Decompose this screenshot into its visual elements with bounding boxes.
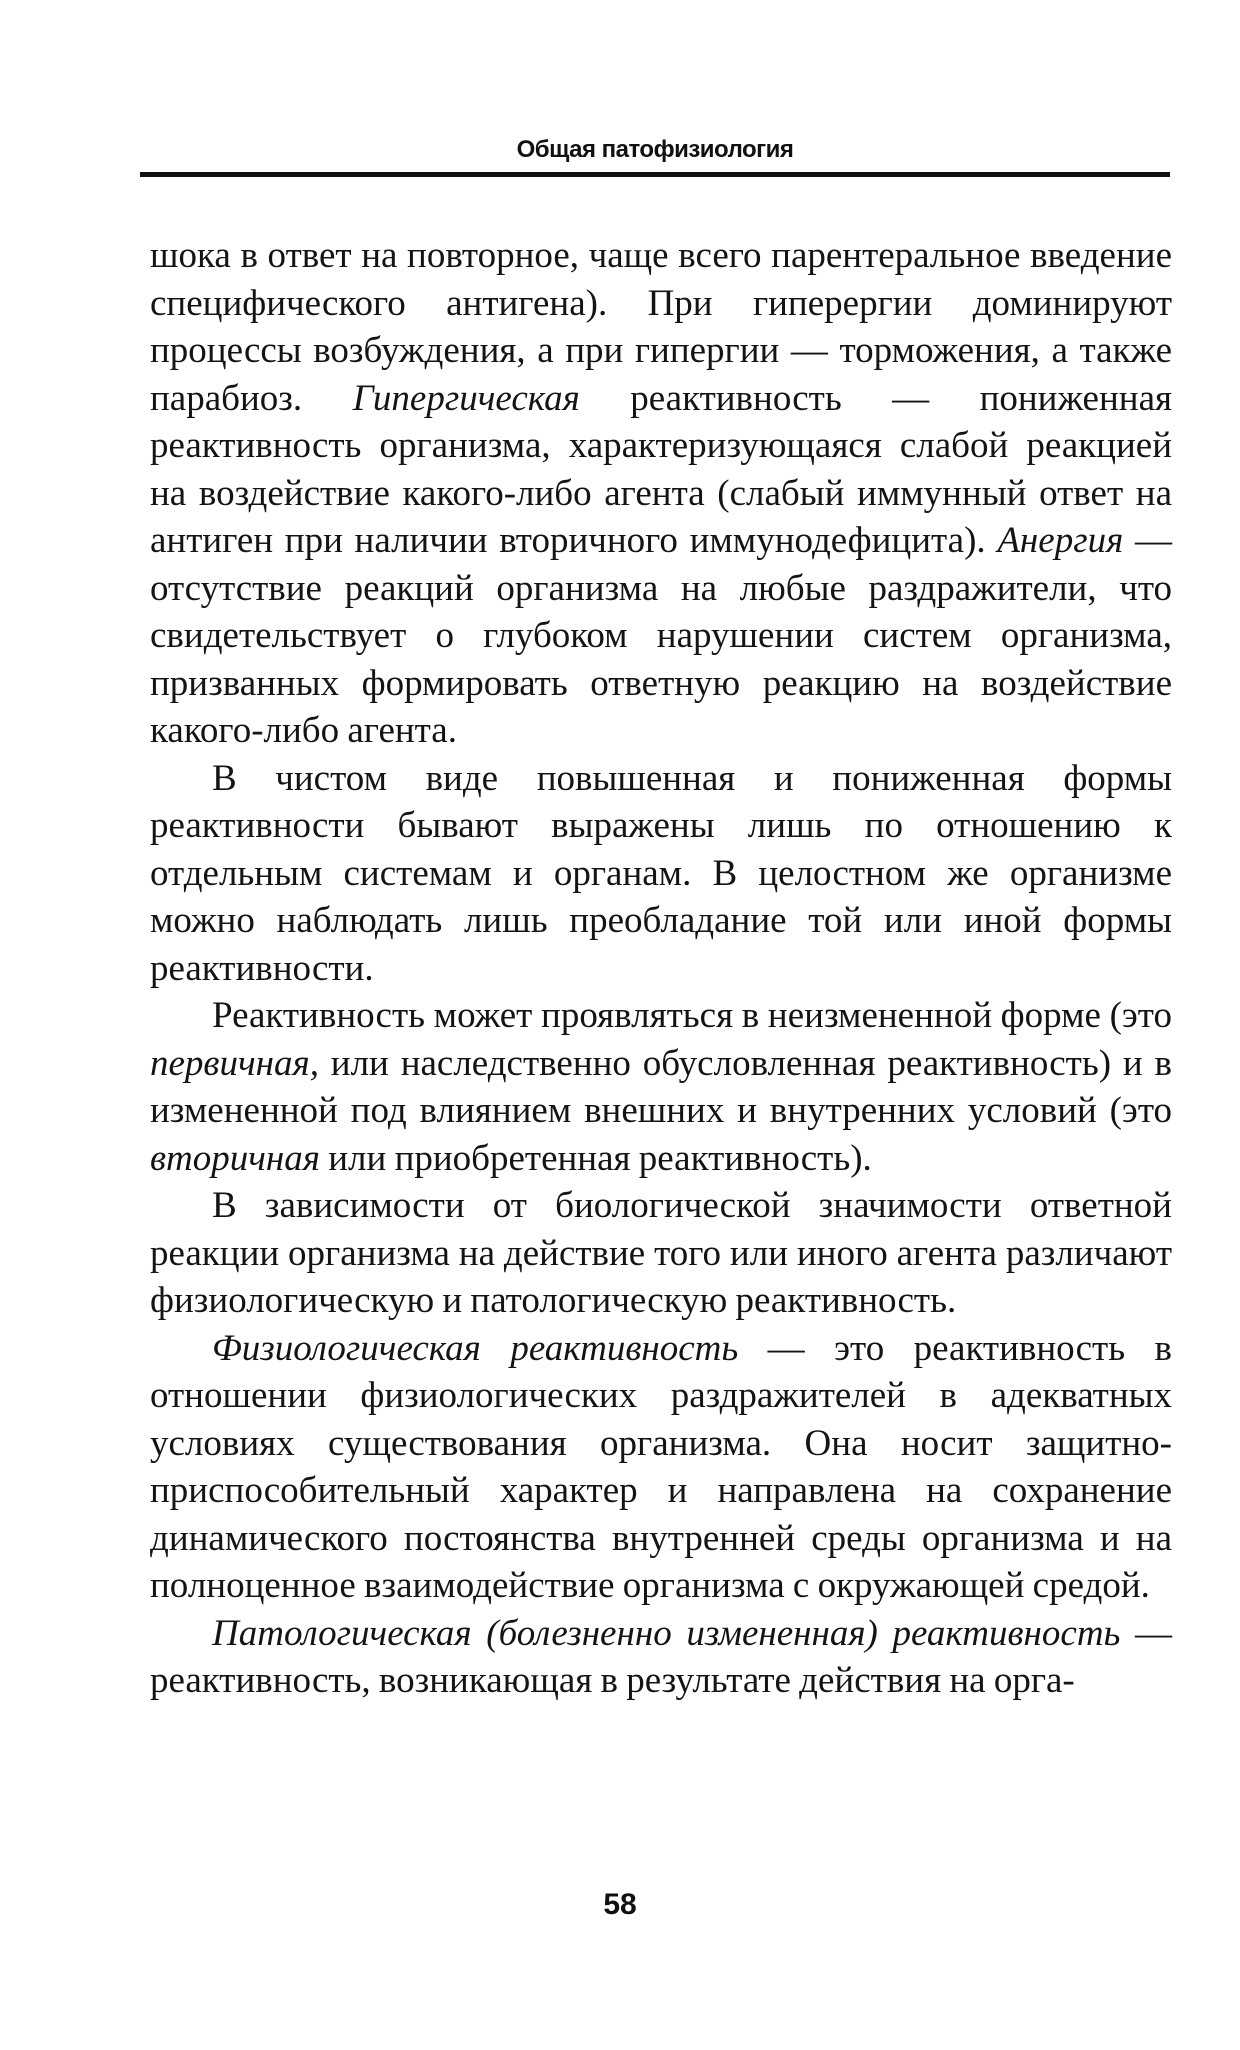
paragraph-3 [150, 992, 1172, 1182]
header-rule [140, 172, 1170, 177]
text-segment: — это реактивность в отношении физиологических раздражителей в адекватных условиях существования организма. Она носит защитно-приспособительный характер и направлена на сохранение динамического постоянства внутренней среды организма и на полноценное взаимодействие организма с окружающей средой. [150, 1327, 1172, 1606]
italic-term: Физиологическая реактивность [212, 1327, 739, 1369]
paragraph-1 [150, 232, 1172, 755]
italic-term: первичная, [150, 1042, 319, 1084]
text-segment: — отсутствие реакций организма на любые раздражители, что свидетельствует о глубоком нарушении систем организма, призванных формировать ответную реакцию на воздействие какого-либо агента. [150, 520, 1172, 751]
text-segment: или приобретенная реактивность). [320, 1137, 872, 1179]
text-segment: шока в ответ на повторное, чаще всего парентеральное введение специфического антигена). При гиперергии доминируют процессы возбуждения, а при гипергии — торможения, а также парабиоз. [150, 235, 1172, 419]
body-text [150, 232, 1172, 1705]
text-segment: В зависимости от биологической значимости ответной реакции организма на действие того или иного агента различают физиологическую и патологическую реактивность. [150, 1185, 1172, 1321]
text-segment: реактивность — пониженная реактивность организма, характеризующаяся слабой реакцией на воздействие какого-либо агента (слабый иммунный ответ на антиген при наличии вторичного иммунодефицита). [150, 377, 1173, 561]
text-segment: — реактивность, возникающая в результате действия на орга- [150, 1612, 1172, 1701]
paragraph-6 [150, 1610, 1172, 1705]
page-number: 58 [603, 1888, 637, 1921]
running-head-title: Общая патофизиология [516, 136, 794, 163]
italic-term: Гипергическая [352, 377, 580, 419]
italic-term: вторичная [150, 1137, 320, 1179]
text-segment: или наследственно обусловленная реактивность) и в измененной под влиянием внешних и внутренних условий (это [150, 1042, 1172, 1131]
paragraph-5 [150, 1325, 1172, 1610]
italic-term: Анергия [997, 520, 1124, 561]
paragraph-2 [150, 755, 1172, 993]
paragraph-4 [150, 1182, 1172, 1325]
italic-term: Патологическая (болезненно измененная) реактивность [212, 1612, 1121, 1654]
text-segment: Реактивность может проявляться в неизмененной форме (это [212, 995, 1172, 1036]
text-segment: В чистом виде повышенная и пониженная формы реактивности бывают выражены лишь по отношению к отдельным системам и органам. В целостном же организме можно наблюдать лишь преобладание той или иной формы реактивности. [150, 757, 1172, 989]
